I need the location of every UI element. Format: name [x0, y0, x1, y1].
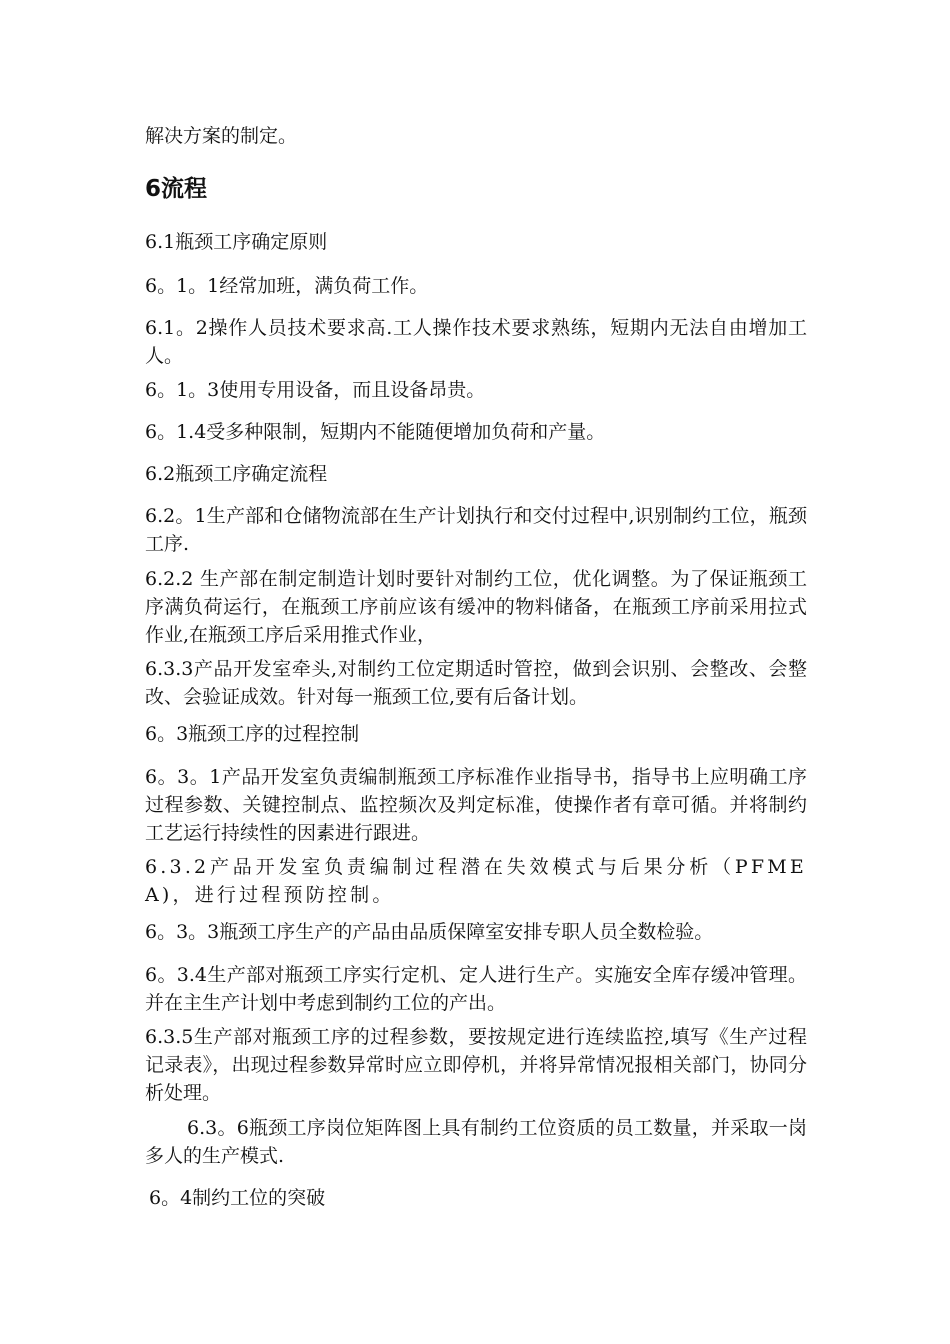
- paragraph-6-2-1: 6.2。1生产部和仓储物流部在生产计划执行和交付过程中,识别制约工位，瓶颈工序.: [145, 505, 807, 555]
- paragraph-6-3-2: 6.3.2产品开发室负责编制过程潜在失效模式与后果分析（PFMEA)，进行过程预防控制。: [145, 856, 807, 906]
- paragraph-6-2-2: 6.2.2 生产部在制定制造计划时要针对制约工位，优化调整。为了保证瓶颈工序满负荷运行，在瓶颈工序前应该有缓冲的物料储备，在瓶颈工序前采用拉式作业,在瓶颈工序后采用推式作业，: [145, 568, 807, 646]
- paragraph-6-3-4: 6。3.4生产部对瓶颈工序实行定机、定人进行生产。实施安全库存缓冲管理。并在主生产计划中考虑到制约工位的产出。: [145, 964, 807, 1014]
- paragraph-6-3: 6。3瓶颈工序的过程控制: [145, 723, 360, 745]
- paragraph-6-3-6: 6.3。6瓶颈工序岗位矩阵图上具有制约工位资质的员工数量，并采取一岗多人的生产模式.: [145, 1117, 807, 1167]
- paragraph-6-1-3: 6。1。3使用专用设备，而且设备昂贵。: [145, 379, 486, 401]
- section-heading: 6流程: [145, 176, 208, 202]
- paragraph-6-1-1: 6。1。1经常加班，满负荷工作。: [145, 275, 429, 297]
- paragraph-6-4: 6。4制约工位的突破: [149, 1187, 326, 1209]
- paragraph-6-1: 6.1瓶颈工序确定原则: [145, 231, 328, 253]
- intro-line: 解决方案的制定。: [145, 125, 298, 147]
- paragraph-6-3-1: 6。3。1产品开发室负责编制瓶颈工序标准作业指导书，指导书上应明确工序过程参数、关键控制点、监控频次及判定标准，使操作者有章可循。并将制约工艺运行持续性的因素进行跟进。: [145, 766, 807, 844]
- paragraph-6-3-3-b: 6。3。3瓶颈工序生产的产品由品质保障室安排专职人员全数检验。: [145, 921, 714, 943]
- paragraph-6-1-2: 6.1。2操作人员技术要求高.工人操作技术要求熟练，短期内无法自由增加工人。: [145, 317, 807, 367]
- paragraph-6-3-3-a: 6.3.3产品开发室牵头,对制约工位定期适时管控，做到会识别、会整改、会整改、会验证成效。针对每一瓶颈工位,要有后备计划。: [145, 658, 807, 708]
- paragraph-6-1-4: 6。1.4受多种限制，短期内不能随便增加负荷和产量。: [145, 421, 606, 443]
- paragraph-6-3-5: 6.3.5生产部对瓶颈工序的过程参数，要按规定进行连续监控,填写《生产过程记录表》，出现过程参数异常时应立即停机，并将异常情况报相关部门，协同分析处理。: [145, 1026, 807, 1104]
- paragraph-6-2: 6.2瓶颈工序确定流程: [145, 463, 328, 485]
